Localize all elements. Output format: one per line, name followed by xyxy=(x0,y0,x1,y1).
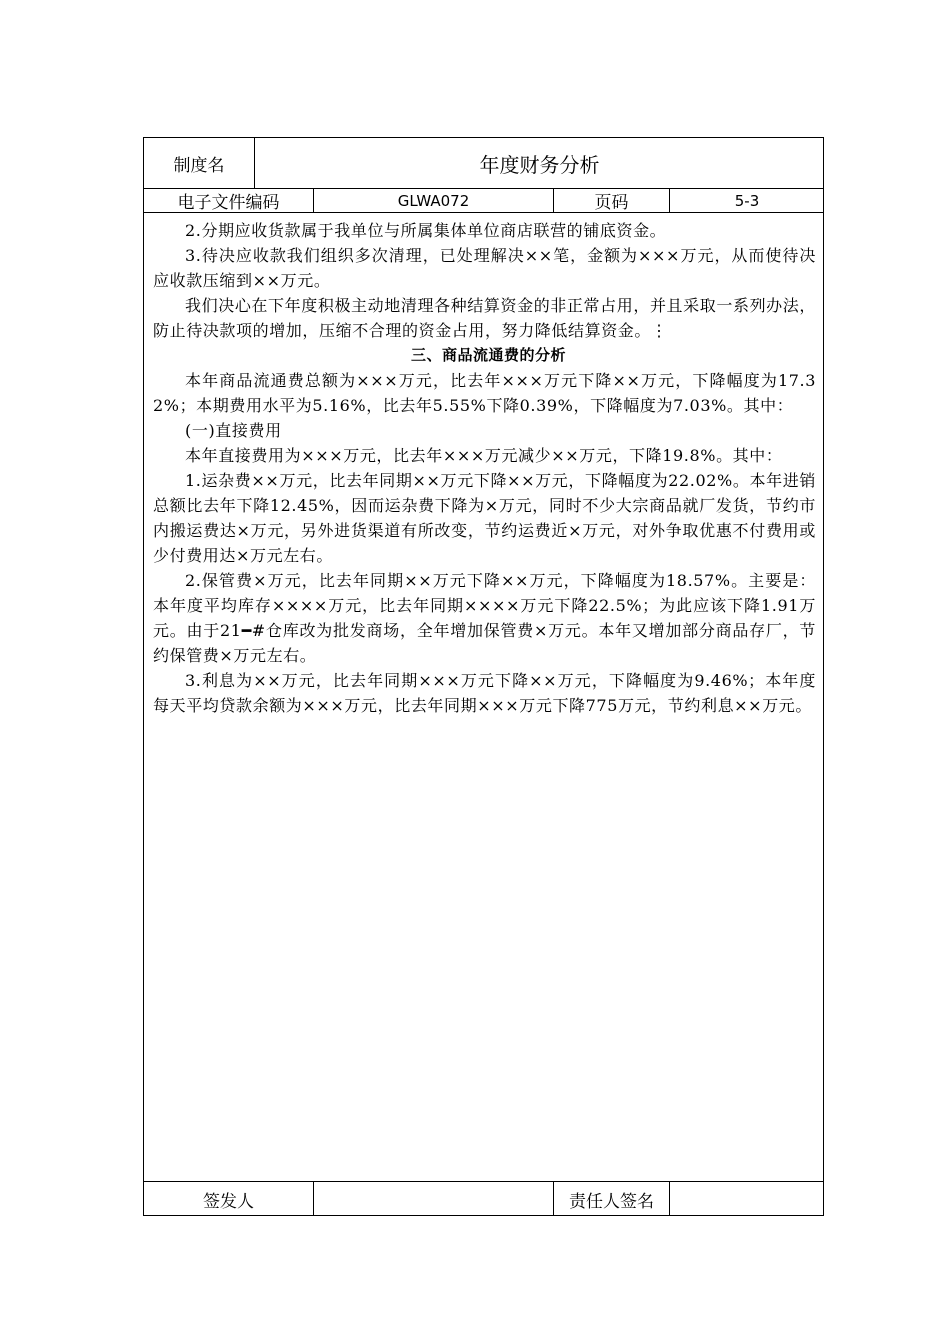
page-label: 页码 xyxy=(594,193,629,213)
issuer-label: 签发人 xyxy=(203,1191,254,1212)
file-code-label: 电子文件编码 xyxy=(177,193,280,213)
paragraph: 2.保管费×万元，比去年同期××万元下降××万元，下降幅度为18.57%。主要是：本年度平均库存××××万元，比去年同期××××万元下降22.5%；为此应该下降1.91万元。由于21━#仓库改为批发商场，全年增加保管费×万元。本年又增加部分商品存厂，节约保管费×万元左右。 xyxy=(153,571,816,665)
paragraph: 2.分期应收货款属于我单位与所属集体单位商店联营的铺底资金。 xyxy=(185,221,667,240)
responsible-signature-field[interactable] xyxy=(670,1182,824,1216)
policy-name-label: 制度名 xyxy=(173,155,225,176)
subheading: (一)直接费用 xyxy=(185,421,282,440)
paragraph: 3.利息为××万元，比去年同期×××万元下降××万元，下降幅度为9.46%；本年度每天平均贷款余额为×××万元，比去年同期×××万元下降775万元，节约利息××万元。 xyxy=(153,671,816,715)
paragraph: 本年商品流通费总额为×××万元，比去年×××万元下降××万元，下降幅度为17.32%；本期费用水平为5.16%，比去年5.55%下降0.39%，下降幅度为7.03%。其中： xyxy=(153,371,816,415)
issuer-field[interactable] xyxy=(314,1182,553,1216)
document-body xyxy=(153,218,816,718)
responsible-signature-label: 责任人签名 xyxy=(569,1191,654,1212)
paragraph: 3.待决应收款我们组织多次清理，已处理解决××笔，金额为×××万元，从而使待决应收款压缩到××万元。 xyxy=(153,246,816,290)
policy-title: 年度财务分析 xyxy=(479,152,600,177)
paragraph: 本年直接费用为×××万元，比去年×××万元减少××万元，下降19.8%。其中： xyxy=(185,446,783,465)
section-heading: 三、商品流通费的分析 xyxy=(410,346,566,364)
paragraph: 我们决心在下年度积极主动地清理各种结算资金的非正常占用，并且采取一系列办法，防止待决款项的增加，压缩不合理的资金占用，努力降低结算资金。⋮ xyxy=(153,296,816,340)
file-code-value: GLWA072 xyxy=(397,191,470,210)
page-number: 5-3 xyxy=(734,191,760,210)
document-form xyxy=(143,137,824,1216)
paragraph: 1.运杂费××万元，比去年同期××万元下降××万元，下降幅度为22.02%。本年进销总额比去年下降12.45%，因而运杂费下降为×万元，同时不少大宗商品就厂发货，节约市内搬运费达×万元，另外进货渠道有所改变，节约运费近×万元，对外争取优惠不付费用或少付费用达×万元左右。 xyxy=(153,471,816,565)
